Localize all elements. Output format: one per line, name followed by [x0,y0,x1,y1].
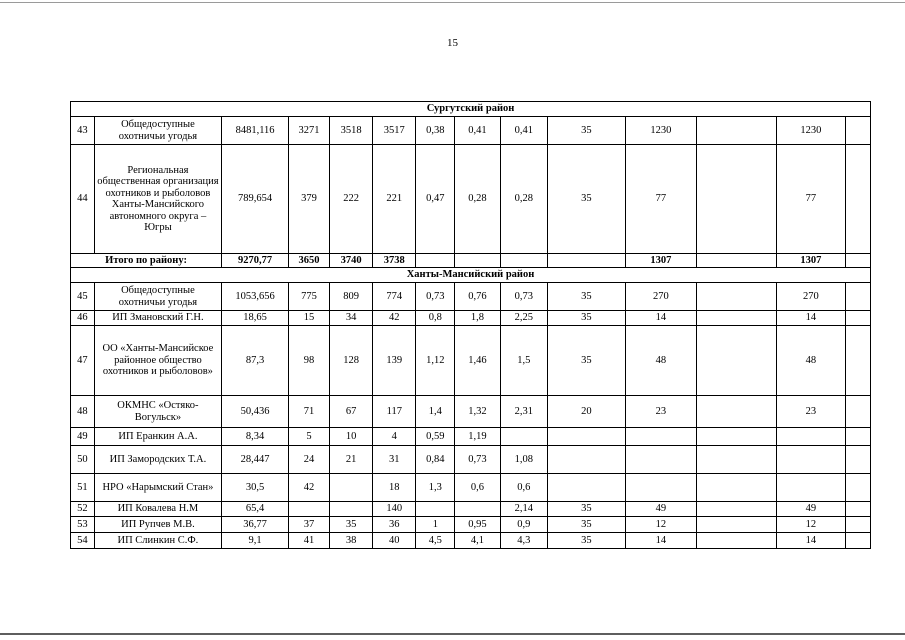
area-value: 50,436 [222,396,289,428]
extra-cell [845,311,870,326]
density-1: 1,3 [416,474,455,502]
section-header [71,102,871,117]
extra-cell [845,117,870,145]
organization-name: ОО «Ханты-Мансийское районное общество охотников и рыболовов» [94,326,221,396]
quota-percent [548,474,626,502]
count-2: 67 [330,396,373,428]
row-number: 49 [71,428,95,446]
quota-percent: 35 [548,517,626,533]
quota-extra [697,502,777,517]
row-number: 43 [71,117,95,145]
quota-total: 1230 [776,117,845,145]
count-2: 35 [330,517,373,533]
quota-extra [697,117,777,145]
count-2 [330,502,373,517]
quota-value: 12 [625,517,696,533]
density-1: 0,84 [416,446,455,474]
count-1 [289,502,330,517]
area-value: 65,4 [222,502,289,517]
density-2: 0,95 [455,517,500,533]
count-2 [330,474,373,502]
count-3: 140 [373,502,416,517]
extra-cell [845,396,870,428]
density-1 [416,502,455,517]
quota-extra [697,145,777,254]
total-label: Итого по району: [71,254,222,268]
density-2: 4,1 [455,533,500,549]
quota-extra [697,311,777,326]
quota-value: 270 [625,283,696,311]
table-row [71,446,871,474]
organization-name: ИП Ковалева Н.М [94,502,221,517]
page-number: 15 [447,37,458,49]
density-1: 1,4 [416,396,455,428]
organization-name: ОКМНС «Остяко-Вогульск» [94,396,221,428]
quota-percent: 35 [548,326,626,396]
extra-cell [845,517,870,533]
density-2: 1,19 [455,428,500,446]
density-3 [500,428,547,446]
area-value: 28,447 [222,446,289,474]
count-1: 5 [289,428,330,446]
quota-extra [697,517,777,533]
organization-name: Общедоступные охотничьи угодья [94,283,221,311]
quota-total: 23 [776,396,845,428]
organization-name: Региональная общественная организация охотников и рыболовов Ханты-Мансийского автономного округа – Югры [94,145,221,254]
organization-name: ИП Рупчев М.В. [94,517,221,533]
quota-extra [697,428,777,446]
row-number: 54 [71,533,95,549]
table-row [71,326,871,396]
row-number: 52 [71,502,95,517]
quota-total: 49 [776,502,845,517]
total-density-3 [500,254,547,268]
count-3: 4 [373,428,416,446]
density-3: 2,25 [500,311,547,326]
count-3: 774 [373,283,416,311]
quota-total [776,428,845,446]
count-1: 775 [289,283,330,311]
count-1: 41 [289,533,330,549]
quota-extra [697,446,777,474]
quota-percent: 20 [548,396,626,428]
quota-percent: 35 [548,145,626,254]
total-area: 9270,77 [222,254,289,268]
quota-value: 49 [625,502,696,517]
density-2: 0,6 [455,474,500,502]
density-2: 1,32 [455,396,500,428]
table-row [71,396,871,428]
quota-value: 23 [625,396,696,428]
density-3: 0,6 [500,474,547,502]
count-2: 222 [330,145,373,254]
count-3: 40 [373,533,416,549]
quota-total [776,474,845,502]
extra-cell [845,428,870,446]
total-quota-value: 1307 [625,254,696,268]
count-2: 10 [330,428,373,446]
row-number: 51 [71,474,95,502]
organization-name: Общедоступные охотничьи угодья [94,117,221,145]
row-number: 46 [71,311,95,326]
density-2: 1,8 [455,311,500,326]
area-value: 8481,116 [222,117,289,145]
count-2: 21 [330,446,373,474]
count-1: 37 [289,517,330,533]
count-3: 42 [373,311,416,326]
density-3: 0,41 [500,117,547,145]
section-title: Сургутский район [71,102,871,117]
density-2: 0,73 [455,446,500,474]
quota-total [776,446,845,474]
quota-percent: 35 [548,283,626,311]
organization-name: ИП Еранкин А.А. [94,428,221,446]
organization-name: ИП Замородских Т.А. [94,446,221,474]
total-density-2 [455,254,500,268]
area-value: 8,34 [222,428,289,446]
area-value: 9,1 [222,533,289,549]
extra-cell [845,145,870,254]
row-number: 53 [71,517,95,533]
quota-extra [697,474,777,502]
density-1: 0,47 [416,145,455,254]
density-3: 1,08 [500,446,547,474]
table-row [71,283,871,311]
count-2: 809 [330,283,373,311]
quota-extra [697,396,777,428]
count-3: 221 [373,145,416,254]
density-2: 0,76 [455,283,500,311]
count-2: 128 [330,326,373,396]
density-2: 0,28 [455,145,500,254]
row-number: 44 [71,145,95,254]
density-1: 0,38 [416,117,455,145]
table-row [71,311,871,326]
total-quota-total: 1307 [776,254,845,268]
table-row [71,502,871,517]
table-row [71,428,871,446]
scan-edge-top [0,2,905,3]
quota-percent: 35 [548,502,626,517]
table-row [71,533,871,549]
count-2: 38 [330,533,373,549]
section-header [71,268,871,283]
quota-value [625,474,696,502]
table-row [71,117,871,145]
row-number: 45 [71,283,95,311]
density-1: 0,59 [416,428,455,446]
area-value: 87,3 [222,326,289,396]
quota-percent [548,446,626,474]
count-3: 31 [373,446,416,474]
density-2: 1,46 [455,326,500,396]
density-3: 0,73 [500,283,547,311]
table-row [71,474,871,502]
count-3: 139 [373,326,416,396]
quota-value: 77 [625,145,696,254]
table-row [71,145,871,254]
count-1: 24 [289,446,330,474]
hunting-data-table [70,101,871,549]
count-1: 379 [289,145,330,254]
total-extra-cell [845,254,870,268]
quota-total: 77 [776,145,845,254]
count-3: 3517 [373,117,416,145]
organization-name: ИП Змановский Г.Н. [94,311,221,326]
quota-value: 14 [625,311,696,326]
total-row [71,254,871,268]
density-3: 0,28 [500,145,547,254]
count-1: 3271 [289,117,330,145]
total-quota-percent [548,254,626,268]
scan-edge-bottom [0,633,905,635]
area-value: 30,5 [222,474,289,502]
row-number: 50 [71,446,95,474]
density-1: 1 [416,517,455,533]
quota-extra [697,533,777,549]
density-1: 0,73 [416,283,455,311]
count-3: 117 [373,396,416,428]
total-count-2: 3740 [330,254,373,268]
quota-total: 14 [776,533,845,549]
quota-percent: 35 [548,311,626,326]
quota-value: 14 [625,533,696,549]
table-row [71,517,871,533]
count-1: 98 [289,326,330,396]
organization-name: НРО «Нарымский Стан» [94,474,221,502]
density-3: 4,3 [500,533,547,549]
quota-total: 48 [776,326,845,396]
quota-total: 12 [776,517,845,533]
count-1: 42 [289,474,330,502]
area-value: 1053,656 [222,283,289,311]
extra-cell [845,474,870,502]
quota-total: 270 [776,283,845,311]
total-count-1: 3650 [289,254,330,268]
quota-total: 14 [776,311,845,326]
area-value: 789,654 [222,145,289,254]
total-quota-extra [697,254,777,268]
count-1: 15 [289,311,330,326]
extra-cell [845,283,870,311]
section-title: Ханты-Мансийский район [71,268,871,283]
density-1: 1,12 [416,326,455,396]
count-3: 18 [373,474,416,502]
organization-name: ИП Слинкин С.Ф. [94,533,221,549]
area-value: 36,77 [222,517,289,533]
density-2: 0,41 [455,117,500,145]
count-3: 36 [373,517,416,533]
density-3: 0,9 [500,517,547,533]
density-3: 1,5 [500,326,547,396]
count-2: 3518 [330,117,373,145]
extra-cell [845,502,870,517]
extra-cell [845,446,870,474]
row-number: 47 [71,326,95,396]
extra-cell [845,326,870,396]
total-density-1 [416,254,455,268]
quota-extra [697,326,777,396]
quota-extra [697,283,777,311]
quota-value: 1230 [625,117,696,145]
quota-value [625,428,696,446]
area-value: 18,65 [222,311,289,326]
density-1: 0,8 [416,311,455,326]
quota-percent: 35 [548,117,626,145]
quota-percent [548,428,626,446]
density-3: 2,14 [500,502,547,517]
density-3: 2,31 [500,396,547,428]
quota-value [625,446,696,474]
quota-value: 48 [625,326,696,396]
total-count-3: 3738 [373,254,416,268]
count-1: 71 [289,396,330,428]
quota-percent: 35 [548,533,626,549]
count-2: 34 [330,311,373,326]
row-number: 48 [71,396,95,428]
extra-cell [845,533,870,549]
density-1: 4,5 [416,533,455,549]
density-2 [455,502,500,517]
